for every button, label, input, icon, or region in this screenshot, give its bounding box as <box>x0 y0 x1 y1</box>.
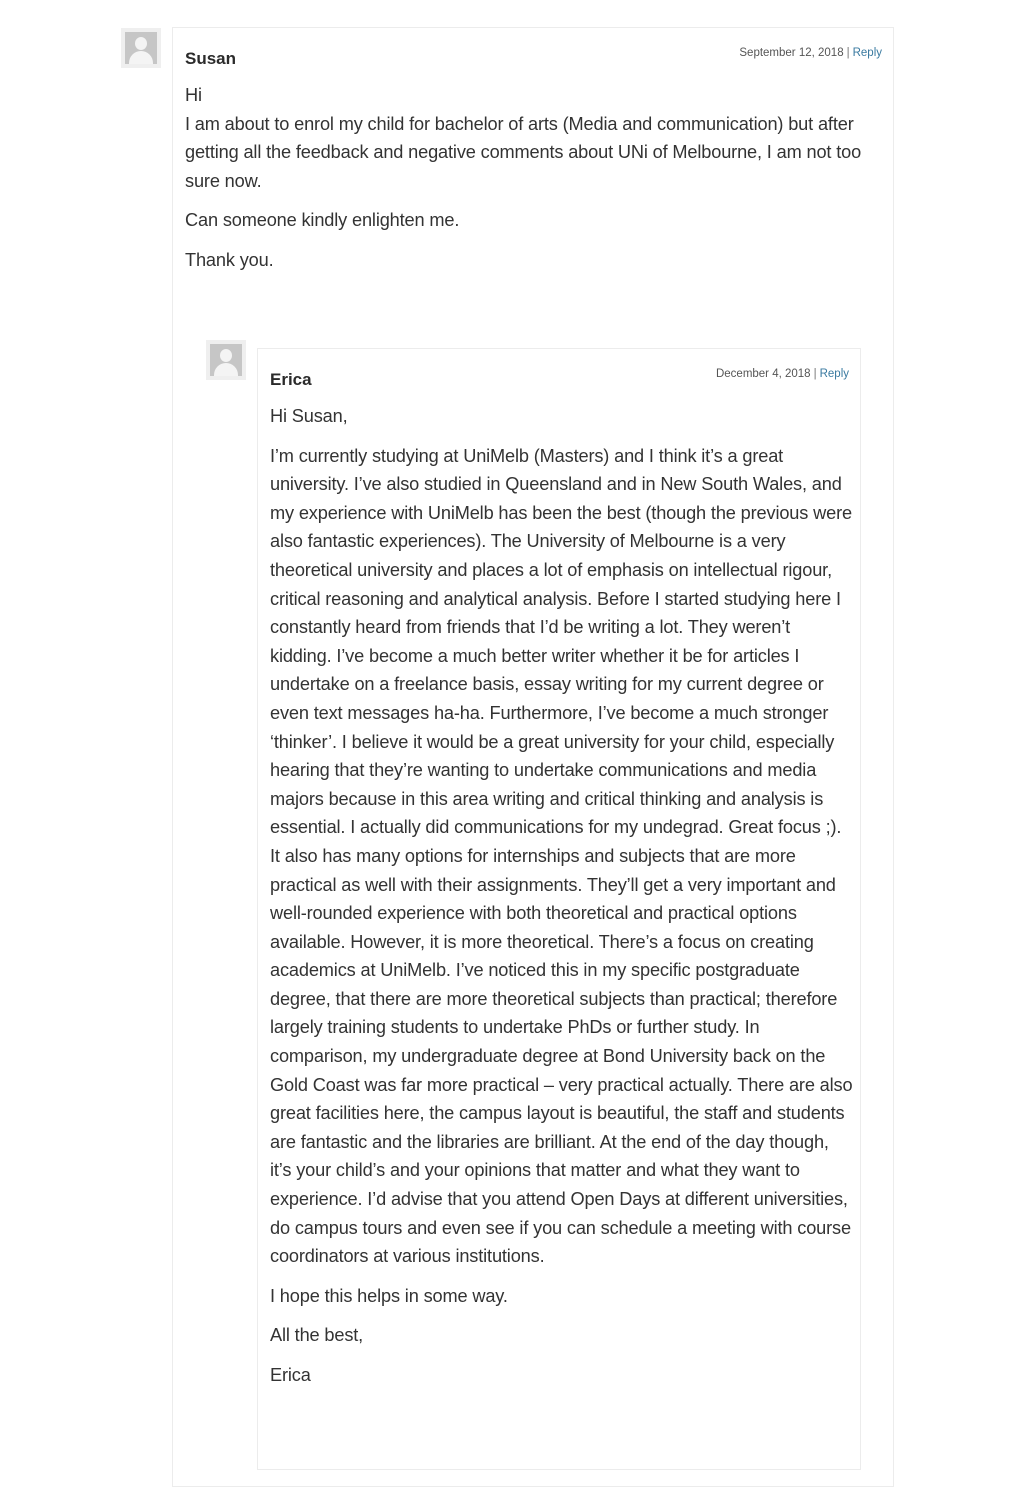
comment-reply <box>257 348 861 1470</box>
comment-paragraph: I’m currently studying at UniMelb (Masters) and I think it’s a great university. I’ve also studied in Queensland and in New South Wales, and my experience with UniMelb has been the best (though the previous were also fantastic experiences). The University of Melbourne is a very theoretical university and places a lot of emphasis on intellectual rigour, critical reasoning and analytical analysis. Before I started studying here I constantly heard from friends that I’d be writing a lot. They weren’t kidding. I’ve become a much better writer whether it be for articles I undertake on a freelance basis, essay writing for my current degree or even text messages ha-ha. Furthermore, I’ve become a much stronger ‘thinker’. I believe it would be a great university for your child, especially hearing that they’re wanting to undertake communications and media majors because in this area writing and critical thinking and analysis is essential. I actually did communications for my undegrad. Great focus ;). It also has many options for internships and subjects that are more practical as well with their assignments. They’ll get a very important and well-rounded experience with both theoretical and practical options available. However, it is more theoretical. There’s a focus on creating academics at UniMelb. I’ve noticed this in my specific postgraduate degree, that there are more theoretical subjects than practical; therefore largely training students to undertake PhDs or further study. In comparison, my undergraduate degree at Bond University back on the Gold Coast was far more practical – very practical actually. There are also great facilities here, the campus layout is beautiful, the staff and students are fantastic and the libraries are brilliant. At the end of the day though, it’s your child’s and your opinions that matter and what they want to experience. I’d advise that you attend Open Days at different universities, do campus tours and even see if you can schedule a meeting with course coordinators at various institutions. <box>270 445 853 1267</box>
comment-paragraph: Thank you. <box>185 249 274 270</box>
reply-link[interactable]: Reply <box>819 368 849 380</box>
comment-meta <box>716 368 849 380</box>
separator: | <box>813 368 817 380</box>
default-user-avatar-icon <box>210 344 242 376</box>
comment-author: Erica <box>270 370 312 389</box>
comment-paragraph: Hi Susan, <box>270 406 348 426</box>
comment-date: December 4, 2018 <box>715 368 811 380</box>
comment-paragraph: I am about to enrol my child for bachelor of arts (Media and communication) but after getting all the feedback and negative comments about UNi of Melbourne, I am not too sure now. <box>185 113 862 191</box>
avatar <box>206 340 246 380</box>
default-user-avatar-icon <box>125 32 157 64</box>
comment-date: September 12, 2018 <box>739 47 844 59</box>
comment-body <box>185 81 885 286</box>
comment-meta <box>739 47 882 59</box>
comment-paragraph: All the best, <box>270 1325 364 1346</box>
comment-paragraph: I hope this helps in some way. <box>270 1285 508 1306</box>
comment <box>172 27 894 1487</box>
reply-link[interactable]: Reply <box>852 47 882 59</box>
comment-paragraph: Can someone kindly enlighten me. <box>185 210 460 231</box>
comment-paragraph: Hi <box>185 85 202 105</box>
comment-body <box>270 402 854 1401</box>
comment-author: Susan <box>185 49 237 68</box>
comment-paragraph: Erica <box>270 1365 311 1385</box>
avatar <box>121 28 161 68</box>
separator: | <box>846 47 850 59</box>
